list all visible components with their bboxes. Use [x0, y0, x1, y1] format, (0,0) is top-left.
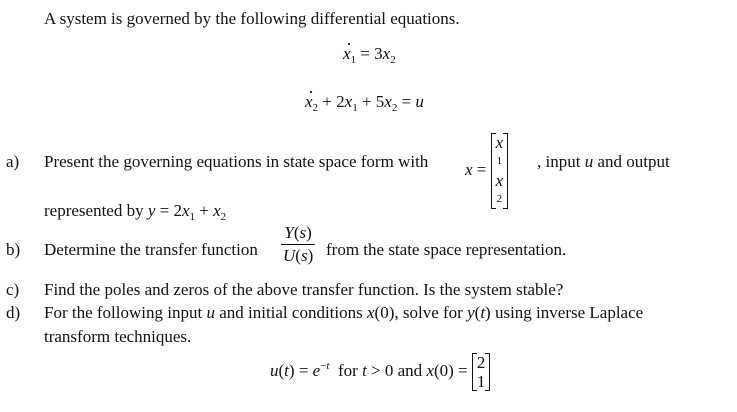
part-a-tail: , input u and output: [537, 152, 670, 171]
part-a-text: Present the governing equations in state space form with: [44, 152, 429, 171]
equation-1: $x \cdot_1 = 3x_2$: [343, 45, 396, 66]
part-b-text: Determine the transfer function: [44, 240, 258, 259]
part-c-text: Find the poles and zeros of the above transfer function. Is the system stable?: [44, 280, 564, 299]
x0-first: 2: [476, 353, 486, 372]
output-equation-line: represented by $y = 2x_1 + x_2$: [44, 201, 227, 223]
part-c-label: c): [6, 280, 20, 299]
part-d-label: d): [6, 303, 21, 322]
part-b-label: b): [6, 240, 21, 259]
input-and-initial-conditions: $u(t) = e^{-t}$ for t > 0 and x(0) = 2 1: [270, 353, 490, 391]
output-coeff: 2: [173, 201, 182, 220]
eq2-coeff1: 2: [336, 92, 345, 111]
part-b-tail: from the state space representation.: [326, 240, 567, 259]
part-d-line2: transform techniques.: [44, 327, 192, 346]
state-vector: x 1 x 2: [491, 133, 509, 209]
part-d-text: For the following input u and initial conditions x(0), solve for y(t) using inverse Laplace: [44, 303, 644, 322]
eq1-coeff: 3: [374, 44, 383, 63]
x0-second: 1: [476, 372, 486, 391]
eq2-coeff2: 5: [375, 92, 385, 111]
intro-text: A system is governed by the following differential equations.: [44, 9, 460, 28]
transfer-function-fraction: $\frac{Y(s)}{U(s)}$: [283, 223, 314, 265]
state-vector-def: x = x 1 x 2: [465, 133, 508, 209]
initial-condition-vector: [472, 353, 491, 391]
equation-2: $x \cdot_2 + 2x_1 + 5x_2 = u$: [305, 93, 424, 114]
part-a-label: a): [6, 152, 20, 171]
